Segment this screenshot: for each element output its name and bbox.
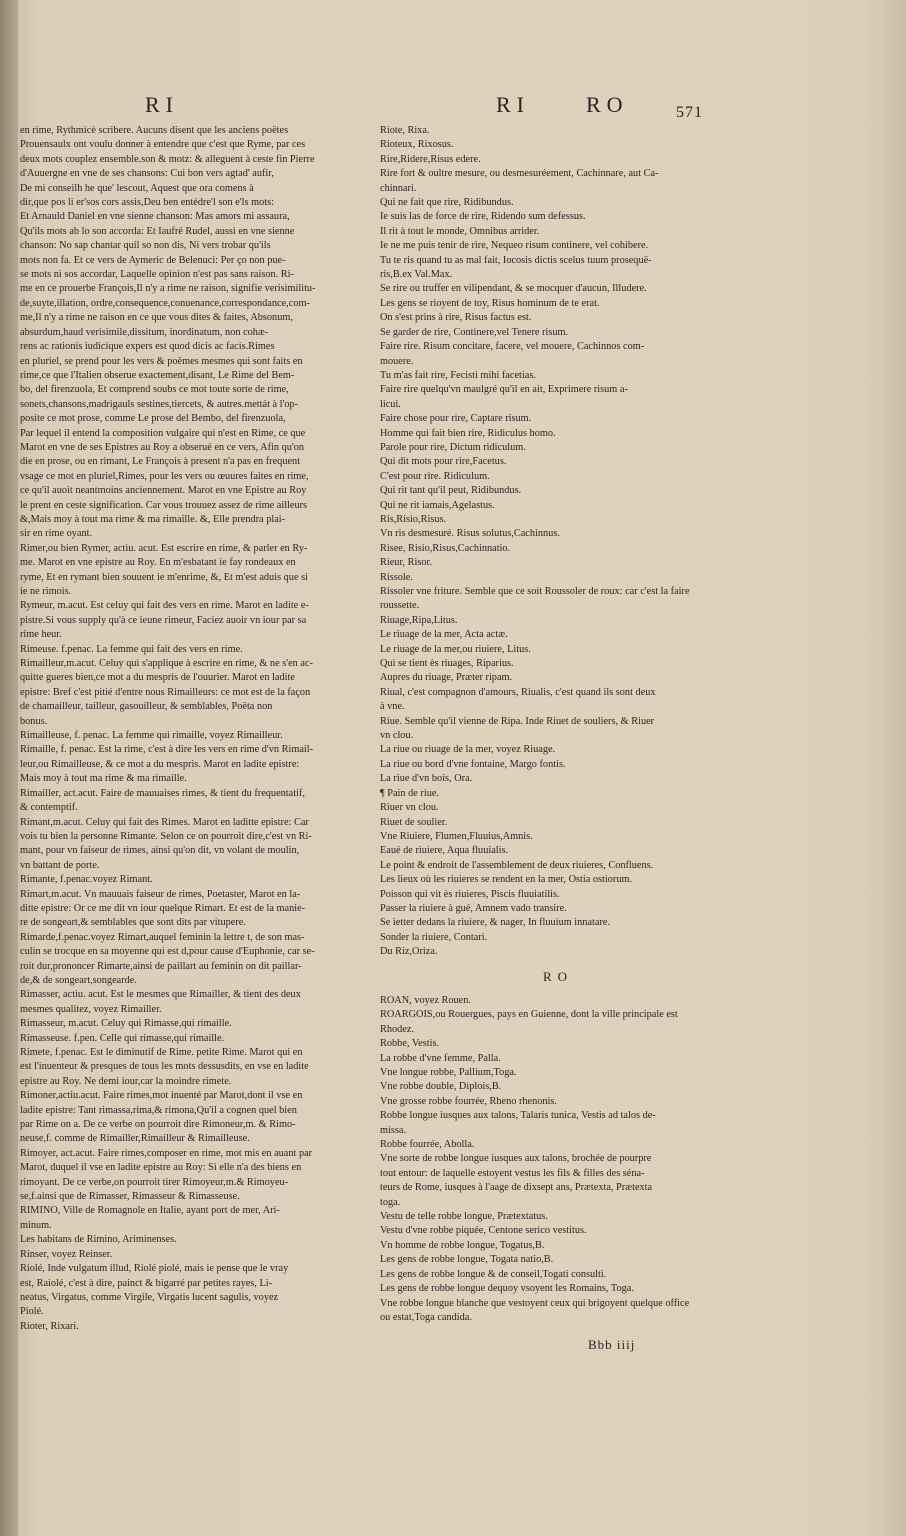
text-line: Riuet de soulier. <box>380 816 448 828</box>
text-line: ROARGOIS,ou Rouergues, pays en Guienne, dont la ville principale est <box>380 1009 678 1021</box>
text-line: Rimoner,actiu.acut. Faire rimes,mot inuenté par Marot,dont il vse en <box>20 1090 303 1102</box>
text-line: Rimart,m.acut. Vn mauuais faiseur de rimes, Poetaster, Marot en la- <box>20 888 301 900</box>
text-line: d'Auuergne en vne de ses chansons: Cui bon vers agtad' aufir, <box>20 168 274 180</box>
text-line: Faire rire quelqu'vn maulgré qu'il en ait, Exprimere risum a- <box>380 384 628 396</box>
text-line: La riue ou riuage de la mer, voyez Riuage. <box>380 744 556 756</box>
text-line: Se ietter dedans la riuiere, & nager, In fluuium innatare. <box>380 917 611 929</box>
text-line: re de songeart,& semblables que sont dits par vitupere. <box>20 917 246 929</box>
text-line: Les gens de robbe longue, Togata natio,B. <box>380 1254 554 1266</box>
text-line: Robbe longue iusques aux talons, Talaris tunica, Vestis ad talos de- <box>380 1110 656 1122</box>
text-line: leur,ou Rimailleuse, & ce mot a du mespris. Marot en ladite epistre: <box>20 758 300 770</box>
text-line: rime heur. <box>20 629 62 641</box>
section-heading-ro: RO <box>542 968 574 984</box>
text-line: rime,ce que l'Italien obserue exactement,disant, Le Rime del Bem- <box>20 369 295 381</box>
text-line: ladite epistre: Tant rimassa,rima,& rimona,Qu'il a cognen quel bien <box>20 1104 297 1116</box>
text-line: C'est pour rire. Ridiculum. <box>380 470 490 482</box>
text-line: Les gens de robbe longue dequoy vsoyent les Romains, Toga. <box>380 1283 634 1295</box>
text-line: mouere. <box>380 355 414 367</box>
text-line: Rhodez. <box>380 1023 415 1035</box>
text-line: La riue d'vn bois, Ora. <box>380 773 473 785</box>
text-line: bonus. <box>20 715 48 727</box>
text-line: Riolé, Inde vulgatum illud, Riolé piolé, mais ie pense que le vray <box>20 1263 289 1275</box>
text-line: Riote, Rixa. <box>380 125 430 136</box>
text-line: Riual, c'est compagnon d'amours, Riualis, c'est quand ils sont deux <box>380 686 656 698</box>
text-line: Riuage,Ripa,Litus. <box>380 614 458 626</box>
text-line: Rieur, Risor. <box>380 557 432 569</box>
text-line: neuse,f. comme de Rimailler,Rimailleur & Rimailleuse. <box>20 1133 250 1145</box>
text-line: quitte gueres bien,ce mot a du mespris de l'ouurier. Marot en ladite <box>20 672 295 684</box>
text-line: Piolé. <box>20 1306 44 1318</box>
text-line: me. Marot en vne epistre au Roy. En m'esbatant ie fay rondeaux en <box>20 557 296 569</box>
page-number: 571 <box>676 104 703 121</box>
text-line: Mais moy à tout ma rime & ma rimaille. <box>20 773 187 785</box>
text-line: Il rit à tout le monde, Omnibus arrider. <box>380 225 540 237</box>
text-line: de chamailleur, tailleur, gasouilleur, & semblables, Poëta non <box>20 701 273 713</box>
text-line: Marot en vne de ses Epistres au Roy a obserué en ce vers, Afin qu'on <box>20 441 305 453</box>
text-line: ris,B.ex Val.Max. <box>380 269 453 281</box>
text-line: toga. <box>380 1196 401 1208</box>
running-head-left: RI <box>145 92 179 117</box>
text-line: ce qu'il auoit neantmoins anciennement. Marot en vne Epistre au Roy <box>20 485 307 497</box>
text-line: Tu m'as fait rire, Fecisti mihi facetias. <box>380 369 536 381</box>
ri-entries <box>380 124 736 960</box>
text-line: Faire chose pour rire, Captare risum. <box>380 413 532 425</box>
text-line: Le point & endroit de l'assemblement de deux riuieres, Confluens. <box>380 859 654 871</box>
page-gutter <box>0 0 18 1536</box>
text-line: Vne sorte de robbe longue iusques aux talons, brochée de pourpre <box>380 1153 652 1165</box>
text-line: Aupres du riuage, Præter ripam. <box>380 672 513 684</box>
text-line: Eaué de riuiere, Aqua fluuialis. <box>380 845 509 857</box>
text-line: se,f.ainsi que de Rimasser, Rimasseur & Rimasseuse. <box>20 1191 240 1203</box>
text-line: Rimarde,f.penac.voyez Rimart,auquel feminin la lettre t, de son mas- <box>20 931 305 943</box>
text-line: ¶ Pain de riue. <box>380 787 439 799</box>
text-line: Rimaille, f. penac. Est la rime, c'est à dire les vers en rime d'vn Rimail- <box>20 744 314 756</box>
text-line: Faire rire. Risum concitare, facere, vel mouere, Cachinnos com- <box>380 341 645 353</box>
text-line: est, Raiolé, c'est à dire, painct & bigarré par petites rayes, Li- <box>20 1277 273 1289</box>
text-line: Rimasseur, m.acut. Celuy qui Rimasse,qui rimaille. <box>20 1018 232 1030</box>
text-line: licui. <box>380 398 401 410</box>
text-line: Les habitans de Rimino, Ariminenses. <box>20 1234 177 1246</box>
text-line: dir,que pos li er'sos cors assis,Deu ben entédre'l son e'ls mots: <box>20 197 274 209</box>
text-line: me,Il n'y a rime ne raison en ce que vous dites & faites, Absonum, <box>20 312 293 324</box>
text-line: neatus, Virgatus, comme Virgile, Virgatis lucent sagulis, voyez <box>20 1291 279 1303</box>
text-line: est l'inuenteur & presques de tous les mots dessusdits, en vse en ladite <box>20 1061 309 1073</box>
text-line: se mots ni sos accordar, Laquelle opinion n'est pas sans raison. Ri- <box>20 269 294 281</box>
text-line: La robbe d'vne femme, Palla. <box>380 1052 501 1064</box>
text-line: teurs de Rome, iusques à l'aage de dixsept ans, Prætexta, Prætexta <box>380 1182 653 1194</box>
text-line: Vestu de telle robbe longue, Prætextatus. <box>380 1211 548 1223</box>
text-line: Qu'ils mots ab lo son accorda: Et Iaufré Rudel, aussi en vne sienne <box>20 225 295 237</box>
running-head-right-2: RO <box>586 92 629 117</box>
text-line: Sonder la riuiere, Contari. <box>380 931 488 943</box>
text-line: Tu te ris quand tu as mal fait, Iocosis dictis scelus tuum prosequë- <box>380 254 652 266</box>
text-line: vn battant de porte. <box>20 859 100 871</box>
text-line: Rissoler vne friture. Semble que ce soit Roussoler de roux: car c'est la faire <box>380 586 690 597</box>
text-line: le prent en ceste signification. Car vous trouuez assez de rime ailleurs <box>20 499 308 511</box>
text-line: Par lequel il entend la composition vulgaire qui n'est en Rime, ce que <box>20 427 306 439</box>
text-line: Rimante, f.penac.voyez Rimant. <box>20 874 153 886</box>
text-line: chinnari. <box>380 182 417 194</box>
text-line: & contemptif. <box>20 802 78 814</box>
text-line: Rimasser, actiu. acut. Est le mesmes que Rimailler, & tient des deux <box>20 989 301 1001</box>
text-line: Vne robbe longue blanche que vestoyent ceux qui brigoyent quelque office <box>380 1297 690 1309</box>
text-line: Se garder de rire, Continere,vel Tenere risum. <box>380 326 569 338</box>
text-line: Rimer,ou bien Rymer, actiu. acut. Est escrire en rime, & parler en Ry- <box>20 542 308 554</box>
text-line: bo, del firenzuola, Et comprend soubs ce mot toute sorte de rime, <box>20 384 289 396</box>
text-line: Ie suis las de force de rire, Ridendo sum defessus. <box>380 211 586 223</box>
text-line: Vn homme de robbe longue, Togatus,B. <box>380 1239 545 1251</box>
text-line: en rime, Rythmicè scribere. Aucuns disent que les anciens poëtes <box>20 125 289 136</box>
text-line: tout entour: de laquelle estoyent vestus les fils & filles des séna- <box>380 1167 645 1179</box>
text-line: Qui se tient ès riuages, Riparius. <box>380 658 514 670</box>
text-line: Rimant,m.acut. Celuy qui fait des Rimes. Marot en laditte epistre: Car <box>20 816 309 828</box>
text-line: culin se trocque en sa moyenne qui est d,pour cause d'Euphonie, car se- <box>20 946 315 958</box>
text-line: deux mots couplez ensemble.son & motz: & alleguent à ceste fin Pierre <box>20 153 315 165</box>
text-line: Parole pour rire, Dictum ridiculum. <box>380 441 526 453</box>
text-line: Se rire ou truffer en vilipendant, & se mocquer d'aucun, Illudere. <box>380 283 647 295</box>
text-line: &,Mais moy à tout ma rime & ma rimaille. &, Elle prendra plai- <box>20 513 286 525</box>
text-line: mots non fa. Et ce vers de Aymeric de Belenuci: Per ço non pue- <box>20 254 286 266</box>
text-line: Poisson qui vit ès riuieres, Piscis fluuiatilis. <box>380 888 560 900</box>
text-line: Ie ne me puis tenir de rire, Nequeo risum continere, vel cohibere. <box>380 240 649 252</box>
text-line: mant, pour vn faiseur de rimes, ainsi qu'on dit, vn volant de moulin, <box>20 845 300 857</box>
text-line: epistre au Roy. Ne demi iour,car la moindre rimete. <box>20 1075 232 1087</box>
text-line: Les lieux où les riuieres se rendent en la mer, Ostia ostiorum. <box>380 874 633 886</box>
text-line: Le riuage de la mer, Acta actæ. <box>380 629 508 641</box>
text-line: Et Arnauld Daniel en vne sienne chanson: Mas amors mi assaura, <box>20 211 290 223</box>
text-line: Rimete, f.penac. Est le diminutif de Rime. petite Rime. Marot qui en <box>20 1047 303 1058</box>
text-line: rens ac rationis iudicique expers est quod dicis ac facis.Rimes <box>20 341 275 353</box>
text-line: Robbe fourrée, Abolla. <box>380 1139 475 1151</box>
text-line: Homme qui fait bien rire, Ridiculus homo. <box>380 427 556 439</box>
text-line: Le riuage de la mer,ou riuiere, Litus. <box>380 643 531 655</box>
text-line: Qui rit tant qu'il peut, Ridibundus. <box>380 485 522 497</box>
text-line: roussette. <box>380 600 420 612</box>
text-line: absurdum,haud verisimile,dissitum, inordinatum, non cohæ- <box>20 326 269 338</box>
text-line: Rimailleur,m.acut. Celuy qui s'applique à escrire en rime, & ne s'en ac- <box>20 658 313 670</box>
text-line: ou estat,Toga candida. <box>380 1311 472 1323</box>
text-line: roit dur,prononcer Rimarte,ainsi de paillart au feminin on dit paillar- <box>20 960 302 972</box>
text-line: vois tu bien la personne Rimante. Selon ce on pourroit dire,c'est vn Ri- <box>20 830 312 842</box>
text-line: Rioter, Rixari. <box>20 1320 79 1332</box>
text-line: par Rime on a. De ce verbe on pourroit dire Rimoneur,m. & Rimo- <box>20 1119 296 1131</box>
text-line: Rire,Ridere,Risus edere. <box>380 153 481 165</box>
text-line: Prouensaulx ont voulu donner à entendre que c'est que Ryme, par ces <box>20 139 306 151</box>
text-line: Passer la riuiere à gué, Amnem vado transire. <box>380 902 567 914</box>
text-line: ditte epistre: Or ce me dit vn iour quelque Rimart. Et est de la manie- <box>20 902 306 914</box>
text-line: ryme, Et en rymant bien souuent ie m'enrime, &, Et m'est aduis que si <box>20 571 308 583</box>
text-line: Rinser, voyez Reinser. <box>20 1248 113 1260</box>
text-line: Les gens de robbe longue & de conseil,Togati consulti. <box>380 1268 607 1280</box>
text-line: Rioteux, Rixosus. <box>380 139 454 151</box>
text-line: sir en rime oyant. <box>20 528 93 540</box>
text-line: Vn ris desmesuré. Risus solutus,Cachinnus. <box>380 528 560 540</box>
text-line: Qui ne fait que rire, Ridibundus. <box>380 197 514 209</box>
text-line: Qui dit mots pour rire,Facetus. <box>380 456 507 468</box>
text-line: vsage ce mot en pluriel,Rimes, pour les vers ou œuures faites en rime, <box>20 470 309 482</box>
text-line: ie ne rimois. <box>20 586 72 597</box>
text-line: rimoyant. De ce verbe,on pourroit tirer Rimoyeur,m.& Rimoyeu- <box>20 1176 289 1188</box>
text-line: Rimailler, act.acut. Faire de mauuaises rimes, & tient du frequentatif, <box>20 787 305 799</box>
text-line: Robbe, Vestis. <box>380 1038 440 1050</box>
text-line: Rire fort & oultre mesure, ou desmesuréement, Cachinnare, aut Ca- <box>380 168 659 180</box>
ro-entries <box>380 994 736 1325</box>
text-line: epistre: Bref c'est pitié d'entre nous Rimailleurs: ce mot est de la façon <box>20 686 311 698</box>
text-line: ROAN, voyez Rouen. <box>380 994 471 1006</box>
text-line: Du Riz,Oriza. <box>380 946 438 958</box>
text-line: vn clou. <box>380 730 414 742</box>
text-line: Rimailleuse, f. penac. La femme qui rimaille, voyez Rimailleur. <box>20 730 283 742</box>
text-line: Risee, Risio,Risus,Cachinnatio. <box>380 542 511 554</box>
text-line: Riuer vn clou. <box>380 802 439 814</box>
text-line: On s'est prins à rire, Risus factus est. <box>380 312 532 324</box>
text-line: Rymeur, m.acut. Est celuy qui fait des vers en rime. Marot en ladite e- <box>20 600 309 612</box>
text-line: La riue ou bord d'vne fontaine, Margo fontis. <box>380 758 566 770</box>
text-line: minum. <box>20 1219 52 1231</box>
text-line: Rissole. <box>380 571 413 583</box>
text-line: Riue. Semble qu'il vienne de Ripa. Inde Riuet de souliers, & Riuer <box>380 715 655 727</box>
text-line: en pluriel, se prend pour les vers & poëmes mesmes qui sont faits en <box>20 355 303 367</box>
text-line: Rimasseuse. f.pen. Celle qui rimasse,qui rimaille. <box>20 1032 225 1044</box>
text-line: missa. <box>380 1124 407 1136</box>
text-line: Vne longue robbe, Pallium,Toga. <box>380 1067 517 1078</box>
text-line: me en ce prouerbe François,Il n'y a rime ne raison, signifie verisimilitu- <box>20 283 316 295</box>
text-line: chanson: No sap chantar quil so non dis, Ni vers trobar qu'ils <box>20 240 271 252</box>
text-line: de,suyte,illation, ordre,consequence,conuenance,correspondance,com- <box>20 297 310 309</box>
left-column <box>20 124 358 1334</box>
signature-mark: Bbb iiij <box>588 1337 636 1352</box>
text-line: Ris,Risio,Risus. <box>380 513 447 525</box>
text-line: à vne. <box>380 701 405 713</box>
text-line: mesmes qualitez, voyez Rimailler. <box>20 1003 162 1015</box>
text-line: RIMINO, Ville de Romagnole en Italie, ayant port de mer, Ari- <box>20 1205 280 1217</box>
text-line: Vne robbe double, Diplois,B. <box>380 1081 502 1093</box>
text-line: de,& de songeart,songearde. <box>20 974 137 986</box>
right-column <box>380 124 736 1325</box>
text-line: sonets,chansons,madrigauls sestines,tiercets, & autres.mettát à l'op- <box>20 398 299 410</box>
text-line: Rimeuse. f.penac. La femme qui fait des vers en rime. <box>20 643 243 655</box>
text-line: Marot, duquel il vse en ladite epistre au Roy: Si elle n'a des biens en <box>20 1162 302 1174</box>
running-head-right: RI <box>496 92 530 117</box>
text-line: pistre.Si vous supply qu'à ce ieune rimeur, Faciez auoir vn iour par sa <box>20 614 307 626</box>
text-line: die en prose, ou en rimant, Le François à present n'a pas en frequent <box>20 456 301 468</box>
text-line: Vne Riuiere, Flumen,Fluuius,Amnis. <box>380 830 533 842</box>
text-line: Rimoyer, act.acut. Faire rimes,composer en rime, mot mis en auant par <box>20 1147 313 1159</box>
text-line: Les gens se rioyent de toy, Risus hominum de te erat. <box>380 297 600 309</box>
text-line: Vne grosse robbe fourrée, Rheno rhenonis. <box>380 1095 557 1107</box>
text-line: Qui ne rit iamais,Agelastus. <box>380 499 495 511</box>
text-line: posite ce mot prose, comme Le prose del Bembo, del firenzuola, <box>20 413 286 425</box>
text-line: Vestu d'vne robbe piquée, Centone serico vestitus. <box>380 1225 587 1237</box>
text-line: De mi conseilh he que' lescout, Aquest que ora comens à <box>20 182 254 194</box>
